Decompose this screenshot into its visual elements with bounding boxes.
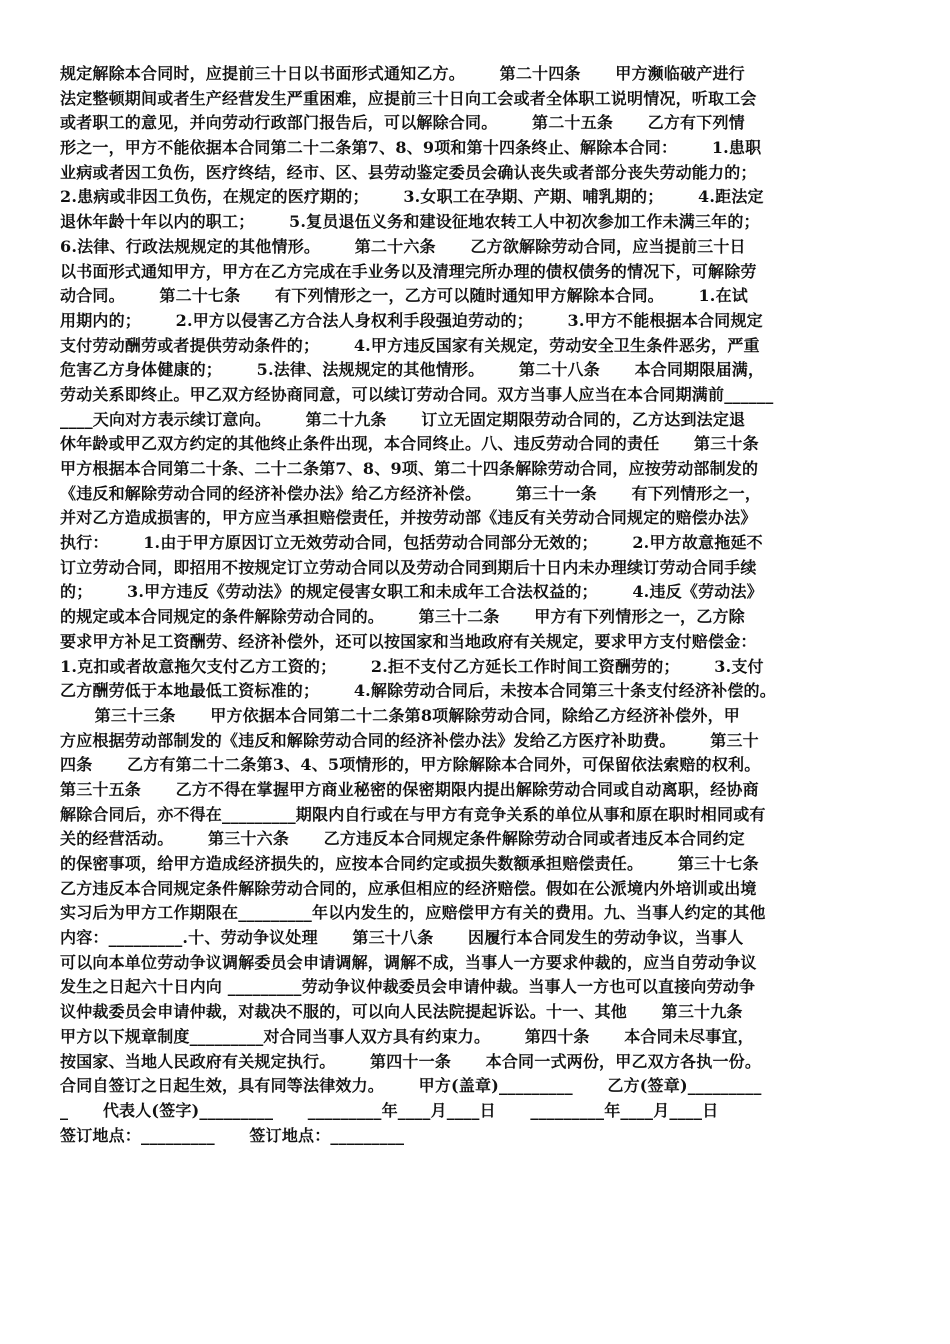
contract-text-line: 的规定或本合同规定的条件解除劳动合同的。 第三十二条 甲方有下列情形之一，乙方除 — [60, 607, 745, 627]
contract-text-line: _ 代表人(签字)_________ _________年____月____日 _________年____月____日 — [60, 1100, 719, 1120]
contract-text-line: 危害乙方身体健康的； 5.法律、法规规定的其他情形。 第二十八条 本合同期限届满， — [60, 360, 765, 380]
contract-text-line: 退休年龄十年以内的职工； 5.复员退伍义务和建设征地农转工人中初次参加工作未满三年的； — [60, 212, 760, 232]
contract-text-line: 内容：_________.十、劳动争议处理 第三十八条 因履行本合同发生的劳动争议，当事人 — [60, 928, 744, 948]
contract-text-line: 支付劳动酬劳或者提供劳动条件的； 4.甲方违反国家有关规定，劳动安全卫生条件恶劣，严重 — [60, 335, 760, 355]
contract-text-line: 议仲裁委员会申请仲裁，对裁决不服的，可以向人民法院提起诉讼。十一、其他 第三十九条 — [60, 1002, 743, 1022]
contract-text-line: 动合同。 第二十七条 有下列情形之一，乙方可以随时通知甲方解除本合同。 1.在试 — [60, 286, 748, 306]
contract-text-line: 合同自签订之日起生效，具有同等法律效力。 甲方(盖章)_________ 乙方(签章)_________ — [60, 1076, 762, 1096]
contract-text-line: 业病或者因工负伤，医疗终结，经市、区、县劳动鉴定委员会确认丧失或者部分丧失劳动能力的； — [60, 162, 757, 182]
contract-text-line: 第三十三条 甲方依据本合同第二十二条第8项解除劳动合同，除给乙方经济补偿外，甲 — [60, 705, 740, 725]
contract-text-line: 发生之日起六十日内向 _________劳动争议仲裁委员会申请仲裁。当事人一方也可以直接向劳动争 — [60, 977, 756, 997]
contract-text-line: 劳动关系即终止。甲乙双方经协商同意，可以续订劳动合同。双方当事人应当在本合同期满前______ — [60, 384, 774, 404]
contract-text-line: 乙方违反本合同规定条件解除劳动合同的，应承但相应的经济赔偿。假如在公派境内外培训或出境 — [60, 878, 757, 898]
contract-text-line: 法定整顿期间或者生产经营发生严重困难，应提前三十日向工会或者全体职工说明情况，听取工会 — [60, 88, 757, 108]
contract-text-line: 四条 乙方有第二十二条第3、4、5项情形的，甲方除解除本合同外，可保留依法索赔的权利。 — [60, 755, 761, 775]
contract-text-line: 第三十五条 乙方不得在掌握甲方商业秘密的保密期限内提出解除劳动合同或自动离职，经协商 — [60, 779, 759, 799]
contract-text-line: 《违反和解除劳动合同的经济补偿办法》给乙方经济补偿。 第三十一条 有下列情形之一， — [60, 483, 762, 503]
contract-text-line: 规定解除本合同时，应提前三十日以书面形式通知乙方。 第二十四条 甲方濒临破产进行 — [60, 64, 745, 83]
contract-text-line: 要求甲方补足工资酬劳、经济补偿外，还可以按国家和当地政府有关规定，要求甲方支付赔偿金： — [60, 631, 757, 651]
contract-text-line: 关的经营活动。 第三十六条 乙方违反本合同规定条件解除劳动合同或者违反本合同约定 — [60, 829, 745, 849]
contract-text-line: 实习后为甲方工作期限在_________年以内发生的，应赔偿甲方有关的费用。九、当事人约定的其他 — [60, 903, 766, 923]
contract-text-line: 解除合同后，亦不得在_________期限内自行或在与甲方有竞争关系的单位从事和原在职时相同或有 — [60, 804, 766, 824]
contract-text-line: ____天向对方表示续订意向。 第二十九条 订立无固定期限劳动合同的，乙方达到法定退 — [60, 409, 746, 429]
contract-text-line: 或者职工的意见，并向劳动行政部门报告后，可以解除合同。 第二十五条 乙方有下列情 — [60, 113, 745, 133]
contract-text-line: 用期内的； 2.甲方以侵害乙方合法人身权利手段强迫劳动的； 3.甲方不能根据本合同规定 — [60, 310, 763, 330]
contract-text-line: 2.患病或非因工负伤，在规定的医疗期的； 3.女职工在孕期、产期、哺乳期的； 4.距法定 — [60, 187, 764, 207]
contract-text-line: 1.克扣或者故意拖欠支付乙方工资的； 2.拒不支付乙方延长工作时间工资酬劳的； 3.支付 — [60, 656, 764, 676]
contract-text-line: 以书面形式通知甲方，甲方在乙方完成在手业务以及清理完所办理的债权债务的情况下，可解除劳 — [60, 261, 757, 281]
contract-text-line: 订立劳动合同，即招用不按规定订立劳动合同以及劳动合同到期后十日内未办理续订劳动合同手续 — [60, 557, 757, 577]
contract-text-line: 形之一，甲方不能依据本合同第二十二条第7、8、9项和第十四条终止、解除本合同： 1.患职 — [60, 138, 762, 158]
contract-text-line: 休年龄或甲乙双方约定的其他终止条件出现，本合同终止。八、违反劳动合同的责任 第三十条 — [60, 434, 759, 454]
contract-text-block — [60, 62, 892, 1148]
contract-text-line: 可以向本单位劳动争议调解委员会申请调解，调解不成，当事人一方要求仲裁的，应当自劳动争议 — [60, 952, 757, 972]
contract-text-line: 6.法律、行政法规规定的其他情形。 第二十六条 乙方欲解除劳动合同，应当提前三十日 — [60, 236, 746, 256]
contract-text-line: 按国家、当地人民政府有关规定执行。 第四十一条 本合同一式两份，甲乙双方各执一份。 — [60, 1051, 762, 1071]
contract-text-line: 甲方根据本合同第二十条、二十二条第7、8、9项、第二十四条解除劳动合同，应按劳动部制发的 — [60, 459, 759, 478]
contract-text-line: 甲方以下规章制度_________对合同当事人双方具有约束力。 第四十条 本合同未尽事宜， — [60, 1026, 754, 1046]
contract-text-line: 并对乙方造成损害的，甲方应当承担赔偿责任，并按劳动部《违反有关劳动合同规定的赔偿办法》 — [60, 508, 757, 528]
contract-text-line: 执行： 1.由于甲方原因订立无效劳动合同，包括劳动合同部分无效的； 2.甲方故意拖延不 — [60, 533, 763, 553]
contract-text-line: 方应根据劳动部制发的《违反和解除劳动合同的经济补偿办法》发给乙方医疗补助费。 第三十 — [60, 730, 759, 750]
contract-text-line: 的保密事项，给甲方造成经济损失的，应按本合同约定或损失数额承担赔偿责任。 第三十七条 — [60, 854, 759, 873]
contract-text-line: 签订地点：_________ 签订地点：_________ — [60, 1125, 405, 1145]
contract-text-line: 乙方酬劳低于本地最低工资标准的； 4.解除劳动合同后，未按本合同第三十条支付经济补偿的。 — [60, 681, 776, 701]
contract-text-line: 的； 3.甲方违反《劳动法》的规定侵害女职工和未成年工合法权益的； 4.违反《劳动法》 — [60, 582, 763, 602]
